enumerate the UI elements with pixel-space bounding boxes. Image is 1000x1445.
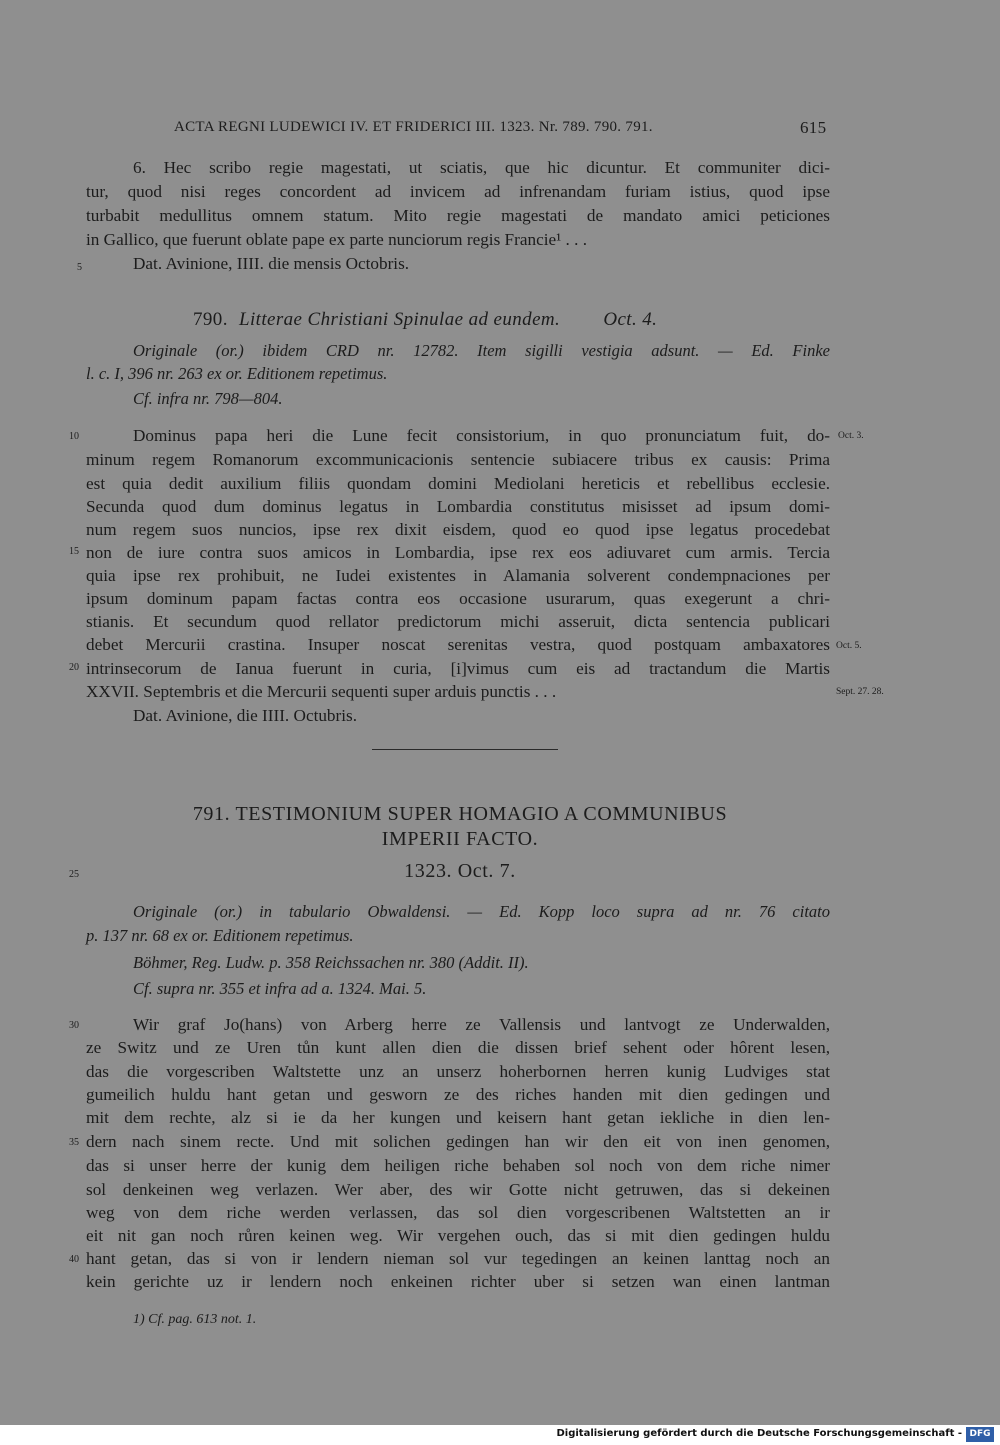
text-line: minum regem Romanorum excommunicacionis sentencie subiacere tribus ex causis: Prima <box>86 450 830 469</box>
text-line: in Gallico, que fuerunt oblate pape ex parte nunciorum regis Francie¹ . . . <box>86 230 588 249</box>
entry-heading: 791. TESTIMONIUM SUPER HOMAGIO A COMMUNIBUS <box>192 803 728 825</box>
text-line: ze Switz und ze Uren tůn kunt allen dien die dissen brief sehent oder hôrent lesen, <box>86 1038 830 1057</box>
entry-title: Litterae Christiani Spinulae ad eundem. <box>239 309 561 330</box>
source-line: Cf. infra nr. 798—804. <box>133 389 283 408</box>
margin-note: Sept. 27. 28. <box>836 687 884 697</box>
footnote: 1) Cf. pag. 613 not. 1. <box>133 1312 257 1327</box>
text-line: quia ipse rex prohibuit, ne Iudei existentes in Alamania solverent condempnaciones per <box>86 566 830 585</box>
text-line: stianis. Et secundum quod rellator predictorum michi asseruit, dicta sentencia publicari <box>86 612 830 631</box>
source-line: Böhmer, Reg. Ludw. p. 358 Reichssachen nr. 380 (Addit. II). <box>133 953 529 972</box>
page-number: 615 <box>800 118 827 137</box>
entry-date: 1323. Oct. 7. <box>404 860 516 882</box>
entry-heading <box>193 309 657 331</box>
line-number: 25 <box>69 869 79 880</box>
text-line: num regem suos nuncios, ipse rex dixit eisdem, quod eo quod ipse legatus procedebat <box>86 520 830 539</box>
entry-heading-cont: IMPERII FACTO. <box>381 828 539 850</box>
margin-note: Oct. 3. <box>838 431 864 441</box>
text-line: hant getan, das si von ir lendern nieman sol vur tegedingen an keinen lanttag noch an <box>86 1249 830 1268</box>
line-number: 5 <box>77 262 82 273</box>
text-line: kein gerichte uz ir lendern noch enkeinen richter uber si setzen wan einen lantman <box>86 1272 830 1291</box>
line-number: 30 <box>69 1020 79 1031</box>
text-line: turbabit medullitus omnem statum. Mito regie magestati de mandato amici peticiones <box>86 206 830 225</box>
text-line: Dominus papa heri die Lune fecit consistorium, in quo pronunciatum fuit, do- <box>133 426 830 445</box>
footer-bar <box>0 1425 1000 1445</box>
text-line: weg von dem riche werden verlassen, das sol dien vorgescribenen Waltstetten an ir <box>86 1203 830 1222</box>
dfg-logo: DFG <box>966 1427 994 1442</box>
text-line: est quia dedit auxilium filiis quondam domini Mediolani hereticis et rebellibus ecclesie. <box>86 474 830 493</box>
footer-credit: Digitalisierung gefördert durch die Deutsche Forschungsgemeinschaft - <box>556 1428 962 1439</box>
dating-line: Dat. Avinione, die IIII. Octubris. <box>133 706 358 725</box>
text-line: tur, quod nisi reges concordent ad invicem ad infrenandam furiam istius, quod ipse <box>86 182 830 201</box>
line-number: 15 <box>69 546 79 557</box>
source-line: Originale (or.) in tabulario Obwaldensi. — Ed. Kopp loco supra ad nr. 76 citato <box>133 902 830 921</box>
line-number: 10 <box>69 431 79 442</box>
margin-note: Oct. 5. <box>836 641 862 651</box>
text-line: Secunda quod dum dominus legatus in Lombardia constitutus misisset ad ipsum domi- <box>86 497 830 516</box>
line-number: 40 <box>69 1254 79 1265</box>
entry-number: 790. <box>193 309 228 330</box>
dating-line: Dat. Avinione, IIII. die mensis Octobris. <box>133 254 410 273</box>
text-line: ipsum dominum papam factas contra eos occasione usurarum, quas exegerunt a chri- <box>86 589 830 608</box>
text-line: intrinsecorum de Ianua fuerunt in curia, [i]vimus cum eis ad tractandum die Martis <box>86 659 830 678</box>
text-line: XXVII. Septembris et die Mercurii sequenti super arduis punctis . . . <box>86 682 557 701</box>
text-line: gumeilich huldu hant getan und gesworn ze des riches handen mit dien gedingen und <box>86 1085 830 1104</box>
source-line: l. c. I, 396 nr. 263 ex or. Editionem repetimus. <box>86 364 388 383</box>
text-line: das die vorgescriben Waltstette unz an unserz hoherbornen herren kunig Ludviges stat <box>86 1062 830 1081</box>
text-line: eit nit gan noch růren keinen weg. Wir vergehen ouch, das si mit dien gedingen huldu <box>86 1226 830 1245</box>
text-line: sol denkeinen weg verlazen. Wer aber, des wir Gotte nicht getruwen, das si dekeinen <box>86 1180 830 1199</box>
source-line: p. 137 nr. 68 ex or. Editionem repetimus. <box>86 926 354 945</box>
text-line: das si unser herre der kunig dem heiligen riche behaben sol noch von dem riche nimer <box>86 1156 830 1175</box>
entry-date: Oct. 4. <box>603 309 658 330</box>
line-number: 20 <box>69 662 79 673</box>
text-line: dern nach sinem recte. Und mit solichen gedingen han wir den eit von inen genomen, <box>86 1132 830 1151</box>
text-line: 6. Hec scribo regie magestati, ut sciatis, que hic dicuntur. Et communiter dici- <box>133 158 830 177</box>
text-line: debet Mercurii crastina. Insuper noscat serenitas vestra, quod postquam ambaxatores <box>86 635 830 654</box>
source-line: Originale (or.) ibidem CRD nr. 12782. Item sigilli vestigia adsunt. — Ed. Finke <box>133 341 830 360</box>
text-line: mit dem rechte, alz si ie da her kungen und keisern hant getan iekliche in dien len- <box>86 1108 830 1127</box>
section-divider <box>372 749 558 750</box>
source-line: Cf. supra nr. 355 et infra ad a. 1324. Mai. 5. <box>133 979 427 998</box>
text-line: non de iure contra suos amicos in Lombardia, ipse rex eos adiuvaret cum armis. Tercia <box>86 543 830 562</box>
running-title: ACTA REGNI LUDEWICI IV. ET FRIDERICI III. 1323. Nr. 789. 790. 791. <box>174 119 653 135</box>
text-line: Wir graf Jo(hans) von Arberg herre ze Vallensis und lantvogt ze Underwalden, <box>133 1015 830 1034</box>
line-number: 35 <box>69 1137 79 1148</box>
